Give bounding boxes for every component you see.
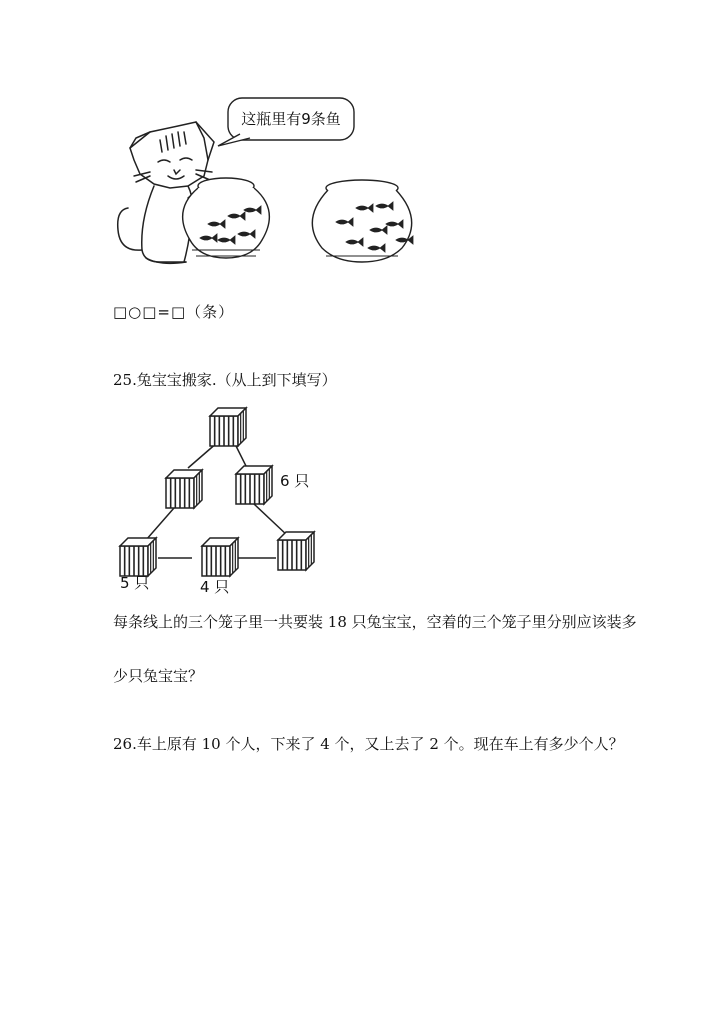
q26-text: 26.车上原有 10 个人，下来了 4 个，又上去了 2 个。现在车上有多少个人？ [113, 735, 624, 753]
right-fishbowl [312, 180, 411, 262]
q25-question-line1: 每条线上的三个笼子里一共要装 18 只兔宝宝，空着的三个笼子里分别应该装多 [113, 613, 637, 631]
cage-bottom-right [278, 532, 314, 570]
speech-bubble [218, 98, 354, 146]
equation-line: □○□=□（条） [113, 303, 235, 321]
cage-bottom-middle [202, 538, 238, 576]
cage-middle-left [166, 470, 202, 508]
label-6: 6 只 [280, 472, 310, 490]
left-fishbowl [183, 178, 270, 258]
cage-top [210, 408, 246, 446]
cage-middle-right [236, 466, 272, 504]
label-5: 5 只 [120, 574, 150, 592]
cage-triangle-diagram [110, 400, 330, 600]
cat-fishbowl-illustration [100, 90, 430, 270]
q25-title: 25.兔宝宝搬家.（从上到下填写） [113, 371, 337, 389]
label-4: 4 只 [200, 578, 230, 596]
cage-bottom-left [120, 538, 156, 576]
q25-question-line2: 少只兔宝宝？ [113, 667, 204, 685]
speech-bubble-text: 这瓶里有9条鱼 [241, 110, 341, 128]
